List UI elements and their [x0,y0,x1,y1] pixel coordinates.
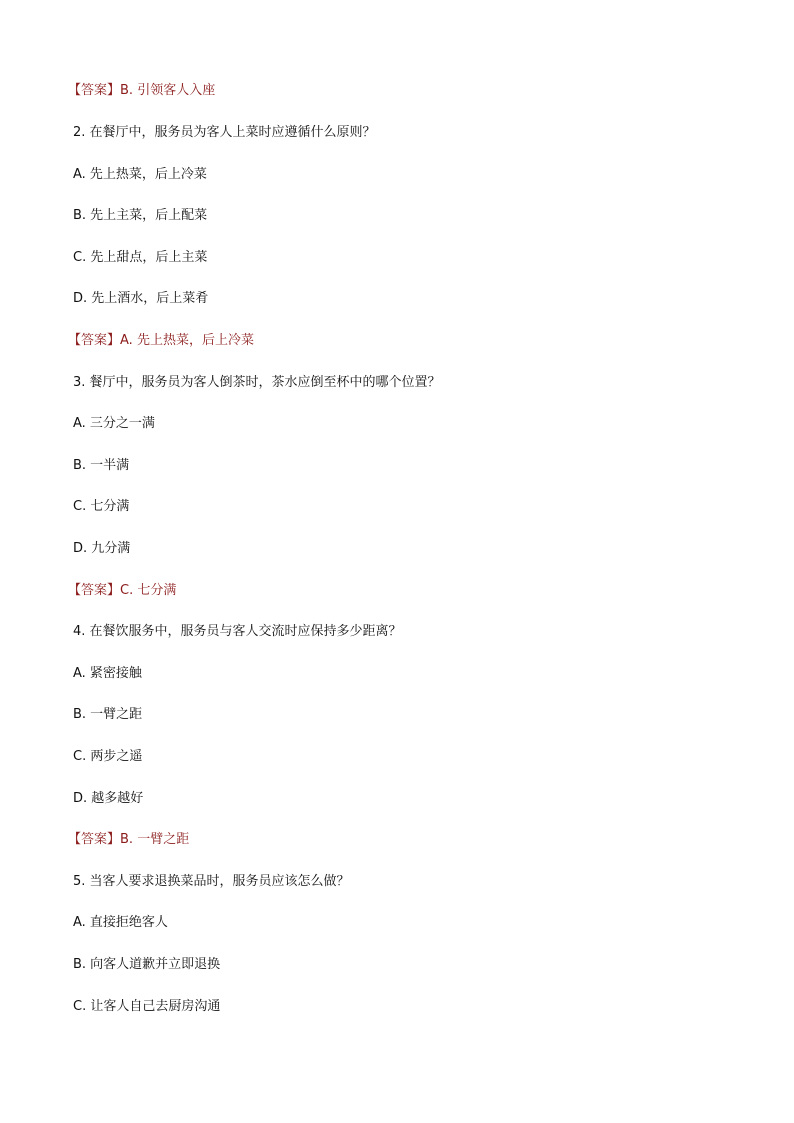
question-text: 2. 在餐厅中，服务员为客人上菜时应遵循什么原则？ [73,125,376,140]
option-text: B. 先上主菜，后上配菜 [73,208,208,223]
option-text: C. 七分满 [73,499,130,514]
option-text: A. 直接拒绝客人 [73,915,168,930]
option-text: A. 紧密接触 [73,666,142,681]
option-text: C. 先上甜点，后上主菜 [73,250,208,265]
answer-text: C. 七分满 [120,583,177,598]
question-text: 5. 当客人要求退换菜品时，服务员应该怎么做？ [73,874,350,889]
answer-line: 【答案】A. 先上热菜，后上冷菜 [68,333,254,348]
answer-text: B. 引领客人入座 [120,83,216,98]
option-text: D. 九分满 [73,541,131,556]
answer-text: B. 一臂之距 [120,832,190,847]
option-text: B. 一半满 [73,458,130,473]
option-text: A. 三分之一满 [73,416,155,431]
option-text: D. 先上酒水，后上菜肴 [73,291,209,306]
question-text: 3. 餐厅中，服务员为客人倒茶时，茶水应倒至杯中的哪个位置？ [73,375,441,390]
option-text: A. 先上热菜，后上冷菜 [73,167,207,182]
option-text: C. 让客人自己去厨房沟通 [73,999,221,1014]
option-text: B. 向客人道歉并立即退换 [73,957,221,972]
answer-line: 【答案】C. 七分满 [68,583,177,598]
option-text: C. 两步之遥 [73,749,143,764]
option-text: B. 一臂之距 [73,707,143,722]
option-text: D. 越多越好 [73,791,144,806]
answer-line: 【答案】B. 引领客人入座 [68,83,216,98]
answer-text: A. 先上热菜，后上冷菜 [120,333,254,348]
answer-line: 【答案】B. 一臂之距 [68,832,190,847]
question-text: 4. 在餐饮服务中，服务员与客人交流时应保持多少距离？ [73,624,402,639]
